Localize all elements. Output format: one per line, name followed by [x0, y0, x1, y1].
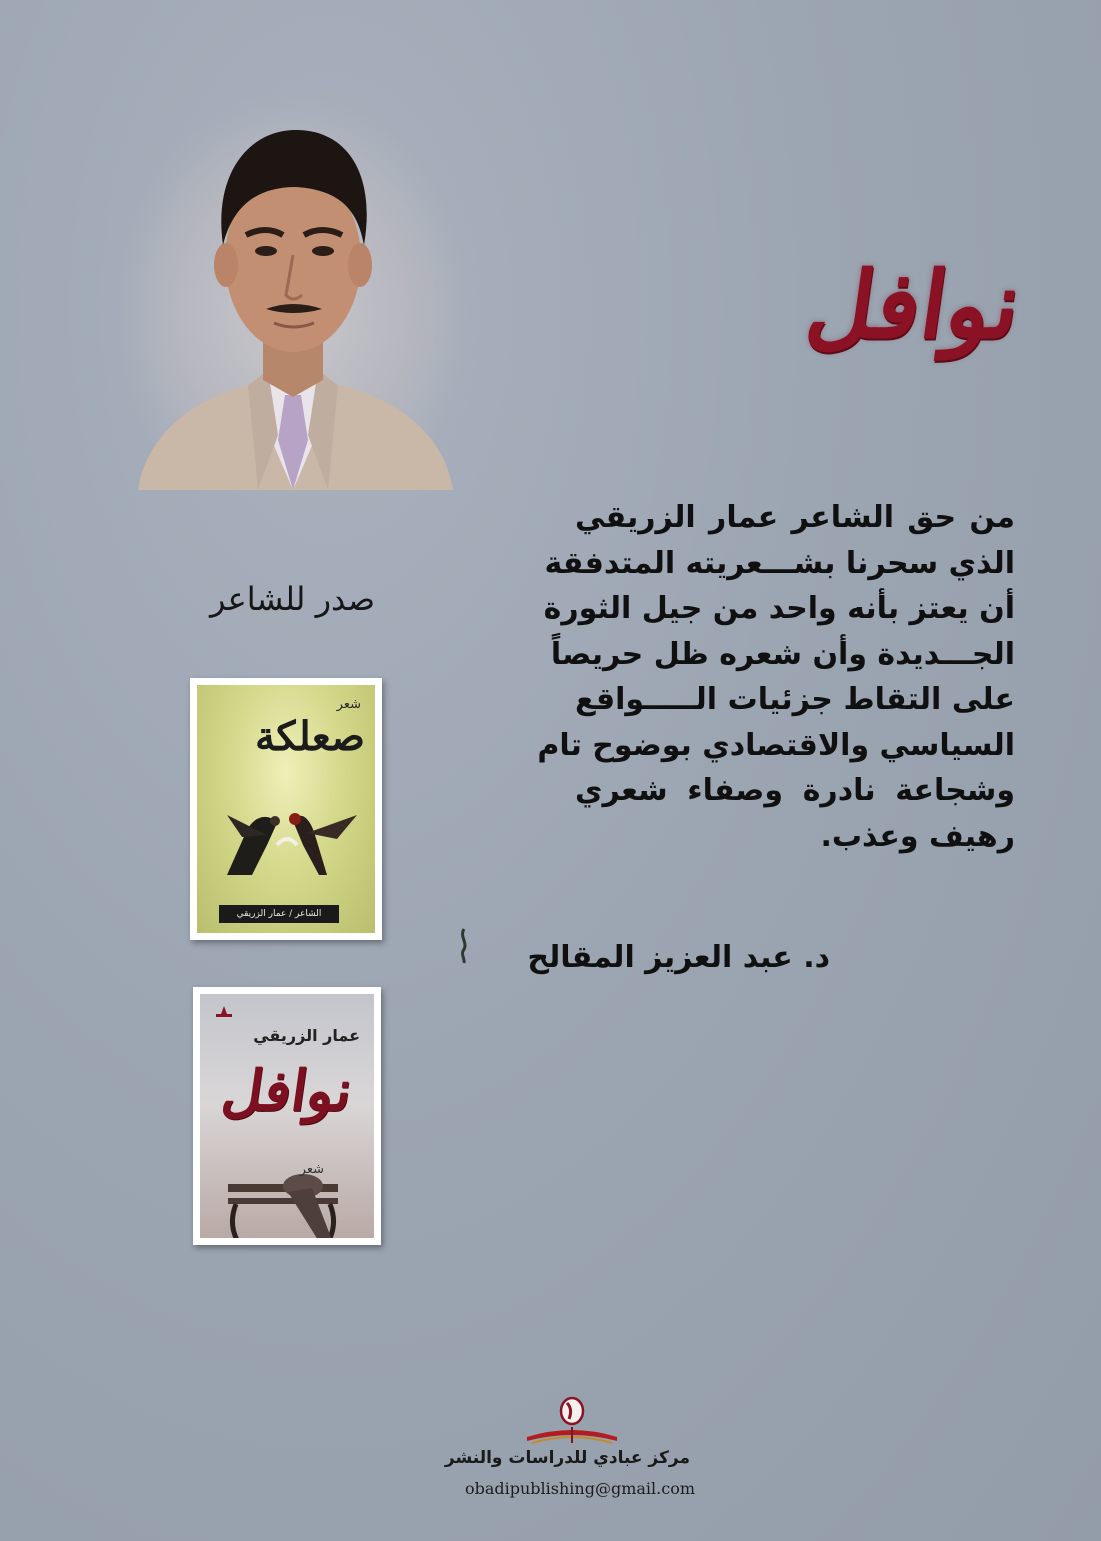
book-cover-art — [200, 994, 374, 1238]
book-title: نوافل — [217, 1058, 357, 1124]
book-cover-art — [197, 685, 375, 933]
blurb-line: الجـــديدة وأن شعره ظل حريصاً — [550, 636, 1015, 672]
publisher-name: مركز عبادي للدراسات والنشر — [444, 1448, 690, 1468]
publisher-email: obadipublishing@gmail.com — [464, 1479, 695, 1498]
bench-image — [208, 1144, 368, 1238]
book-author-band: الشاعر / عمار الزريقي — [219, 905, 339, 923]
book-title: صعلكة — [254, 713, 365, 760]
book-cover-nawafil — [193, 987, 381, 1245]
blurb-line: الذي سحرنا بشـــعريته المتدفقة — [544, 545, 1015, 581]
ink-mark-icon — [455, 925, 473, 965]
publisher-logo-icon — [517, 1393, 627, 1448]
portrait-image — [118, 95, 468, 490]
book-author: عمار الزريقي — [253, 1026, 360, 1045]
fighting-birds-image — [207, 775, 367, 885]
author-portrait — [118, 95, 468, 490]
book-title-logo: نوافل — [800, 251, 1028, 359]
blurb-author: د. عبد العزيز المقالح — [527, 940, 830, 975]
blurb-line: وشجاعة نادرة وصفاء شعري — [575, 773, 1015, 808]
book-cover-saalaka — [190, 678, 382, 940]
book-genre-label: شعر — [299, 1162, 324, 1177]
blurb-line: أن يعتز بأنه واحد من جيل الثورة — [543, 591, 1015, 626]
blurb-text — [537, 495, 1015, 859]
blurb-line: على التقاط جزئيات الـــــواقع — [575, 682, 1015, 717]
blurb-line: رهيف وعذب. — [820, 818, 1015, 854]
issued-for-poet-heading: صدر للشاعر — [210, 580, 375, 618]
publisher-mark-icon — [216, 1006, 232, 1020]
book-genre-label: شعر — [336, 697, 361, 712]
blurb-line: من حق الشاعر عمار الزريقي — [575, 500, 1015, 535]
blurb-line: السياسي والاقتصادي بوضوح تام — [537, 727, 1015, 763]
